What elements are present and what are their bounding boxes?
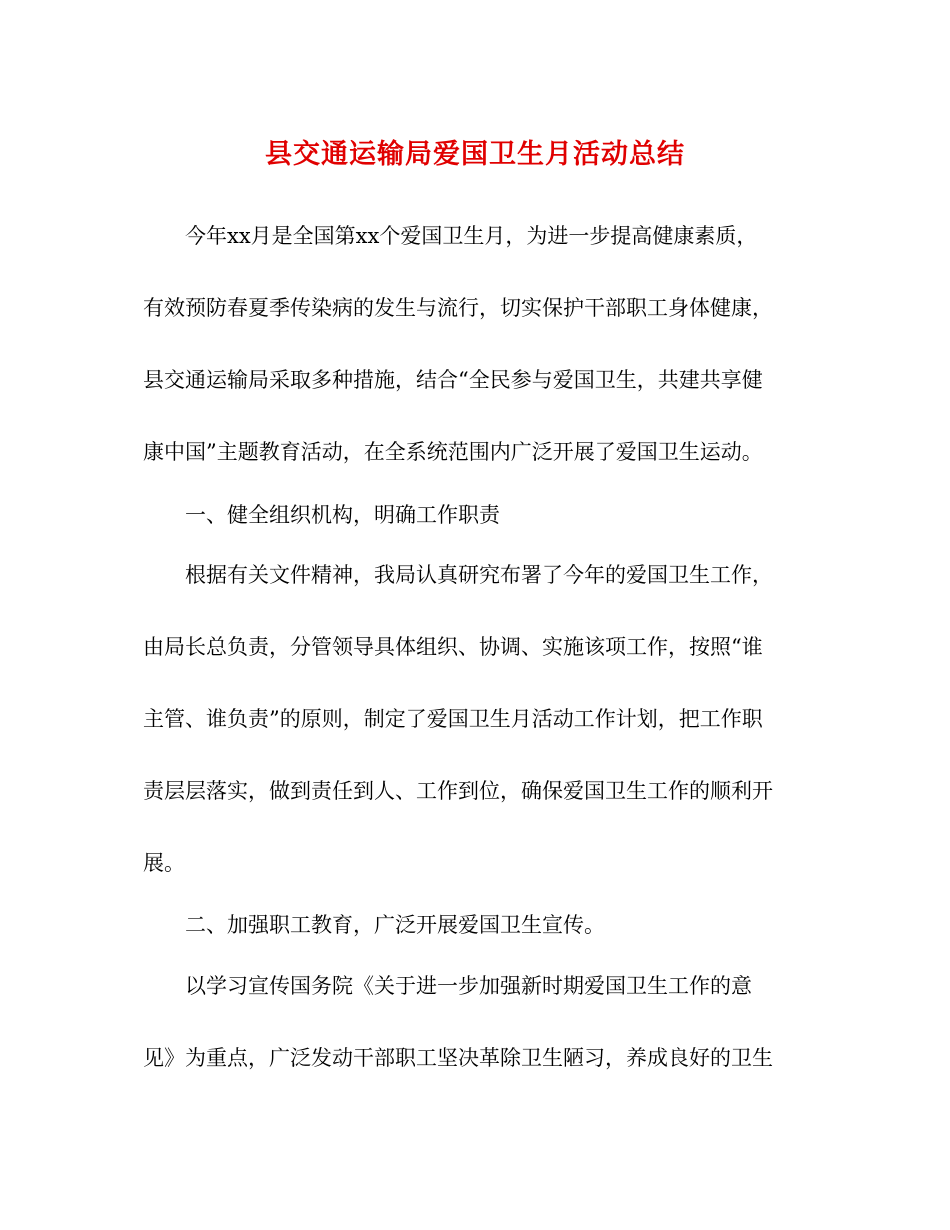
paragraph-line: 主管、谁负责”的原则，制定了爱国卫生月活动工作计划，把工作职 xyxy=(143,707,763,731)
section-heading: 一、健全组织机构，明确工作职责 xyxy=(185,503,500,527)
paragraph-line: 有效预防春夏季传染病的发生与流行，切实保护干部职工身体健康， xyxy=(143,296,773,320)
paragraph-line: 康中国”主题教育活动，在全系统范围内广泛开展了爱国卫生运动。 xyxy=(143,440,763,464)
section-heading: 二、加强职工教育，广泛开展爱国卫生宣传。 xyxy=(185,913,605,937)
paragraph-line: 以学习宣传国务院《关于进一步加强新时期爱国卫生工作的意 xyxy=(185,974,752,998)
document-title: 县交通运输局爱国卫生月活动总结 xyxy=(265,139,685,170)
paragraph-line: 由局长总负责，分管领导具体组织、协调、实施该项工作，按照“谁 xyxy=(143,635,763,659)
paragraph-line: 根据有关文件精神，我局认真研究布署了今年的爱国卫生工作， xyxy=(185,563,773,587)
paragraph-line: 县交通运输局采取多种措施，结合“全民参与爱国卫生，共建共享健 xyxy=(143,368,763,392)
paragraph-line: 见》为重点，广泛发动干部职工坚决革除卫生陋习，养成良好的卫生 xyxy=(143,1046,773,1070)
paragraph-line: 展。 xyxy=(143,851,185,875)
paragraph-line: 今年xx月是全国第xx个爱国卫生月，为进一步提高健康素质， xyxy=(185,224,758,248)
paragraph-line: 责层层落实，做到责任到人、工作到位，确保爱国卫生工作的顺利开 xyxy=(143,779,773,803)
